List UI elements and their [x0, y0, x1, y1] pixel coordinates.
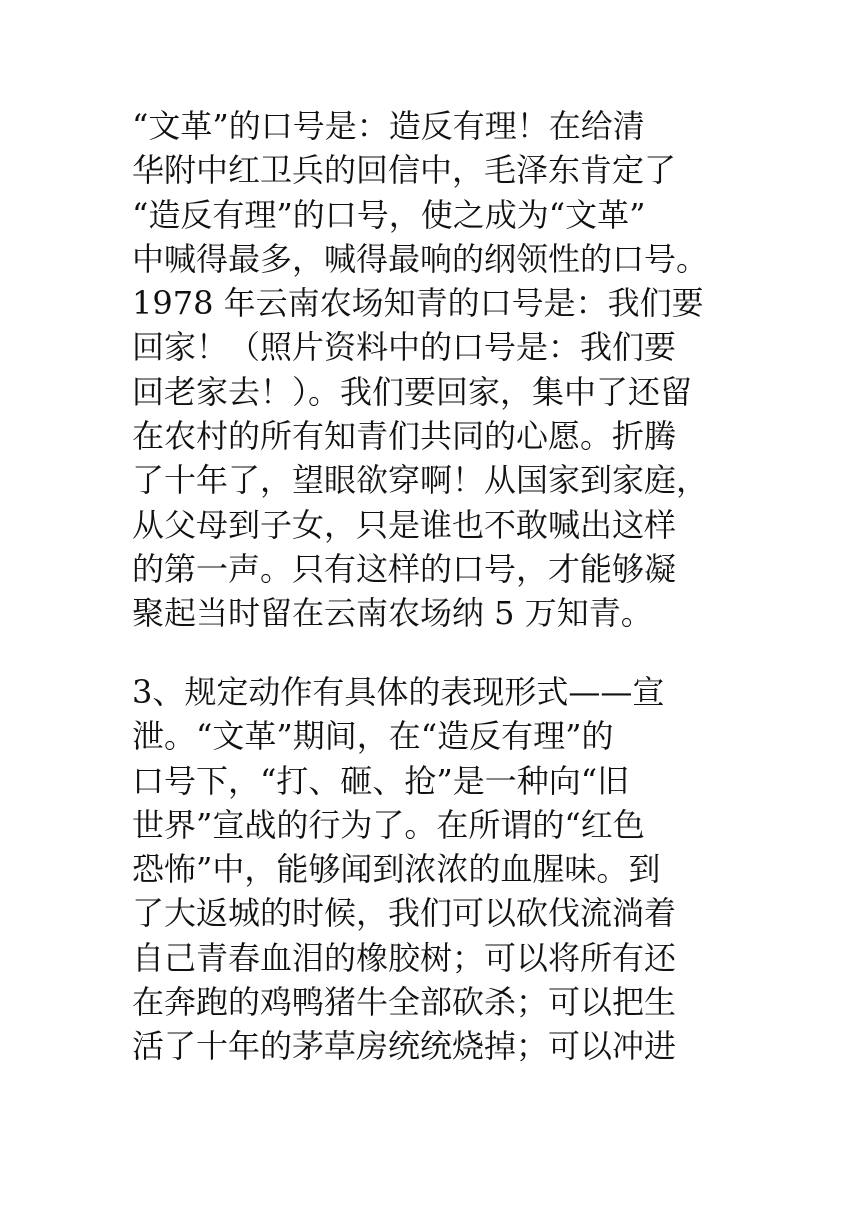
text-line: 恐怖”中，能够闻到浓浓的血腥味。到 — [132, 850, 661, 889]
text-line: 回老家去！）。我们要回家，集中了还留 — [132, 372, 693, 411]
text-line: 在奔跑的鸡鸭猪牛全部砍杀；可以把生 — [132, 983, 677, 1022]
paragraph-venting — [132, 670, 832, 1069]
text-line: 回家！（照片资料中的口号是：我们要 — [132, 328, 677, 367]
text-line: 在农村的所有知青们共同的心愿。折腾 — [132, 417, 677, 456]
text-line: 1978 年云南农场知青的口号是：我们要 — [132, 284, 704, 323]
text-line: 的第一声。只有这样的口号，才能够凝 — [132, 549, 677, 588]
text-line: “造反有理”的口号，使之成为“文革” — [132, 195, 646, 234]
text-line: 了大返城的时候，我们可以砍伐流淌着 — [132, 894, 677, 933]
text-line: 世界”宣战的行为了。在所谓的“红色 — [132, 805, 645, 844]
text-line: 活了十年的茅草房统统烧掉；可以冲进 — [132, 1027, 677, 1066]
text-line: “文革”的口号是：造反有理！在给清 — [132, 107, 645, 145]
paragraph-slogans — [132, 104, 832, 636]
text-line: 3、规定动作有具体的表现形式——宣 — [132, 673, 665, 711]
text-line: 了十年了，望眼欲穿啊！从国家到家庭， — [132, 461, 709, 500]
text-line: 聚起当时留在云南农场纳 5 万知青。 — [132, 594, 653, 633]
text-line: 中喊得最多，喊得最响的纲领性的口号。 — [132, 239, 709, 278]
text-line: 华附中红卫兵的回信中，毛泽东肯定了 — [132, 151, 677, 190]
text-line: 从父母到子女，只是谁也不敢喊出这样 — [132, 505, 677, 544]
text-line: 泄。“文革”期间，在“造反有理”的 — [132, 717, 614, 756]
text-line: 口号下，“打、砸、抢”是一种向“旧 — [132, 761, 630, 800]
text-line: 自己青春血泪的橡胶树；可以将所有还 — [132, 938, 677, 977]
